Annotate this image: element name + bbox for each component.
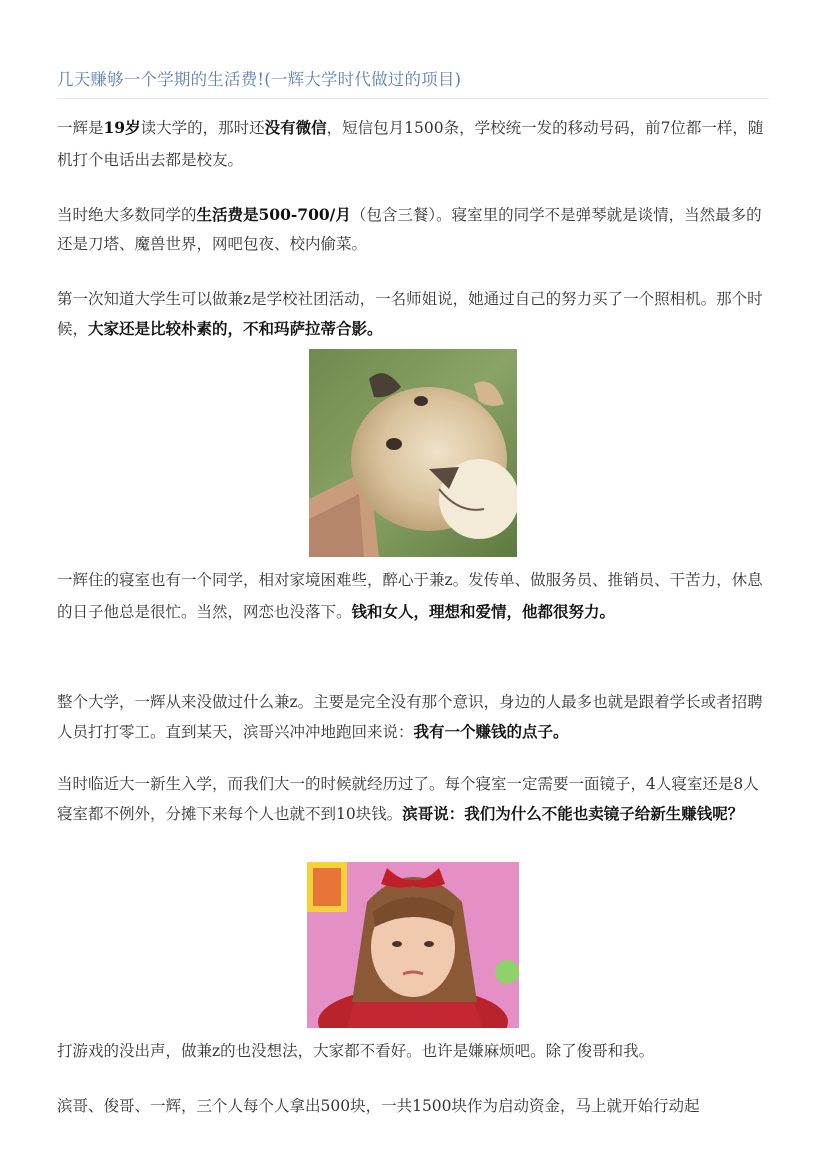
- bold-text: 生活费是500-700/月: [196, 205, 351, 224]
- paragraph-6: [57, 770, 769, 829]
- paragraph-5: [57, 688, 769, 747]
- text: 整个大学，一辉从来没做过什么兼z。主要是完全没有那个意识，身边的人最多也就是跟着学长或者招聘人员打打零工。直到某天，滨哥兴冲冲地跑回来说：: [57, 693, 763, 741]
- text: 一辉住的寝室也有一个同学，相对家境困难些，醉心于兼z。发传单、做服务员、推销员、干苦力，休息的日子他总是很忙。当然，网恋也没落下。: [57, 571, 763, 621]
- text: 读大学的，那时还: [140, 119, 265, 137]
- bold-text: 钱和女人，理想和爱情，他都很努力。: [351, 602, 616, 621]
- girl-reaction-photo: [307, 862, 519, 1028]
- text: ，短信包月1500条，学校统一发的移动号码，前7位都一样，随机打个电话出去都是校友。: [57, 119, 764, 169]
- text: 一辉是: [57, 119, 104, 137]
- paragraph-7: 打游戏的没出声，做兼z的也没想法，大家都不看好。也许是嫌麻烦吧。除了俊哥和我。: [57, 1042, 655, 1060]
- paragraph-2: [57, 200, 769, 259]
- text: 当时临近大一新生入学，而我们大一的时候就经历过了。每个寝室一定需要一面镜子，4人寝室还是8人寝室都不例外，分摊下来每个人也就不到10块钱。: [57, 775, 759, 823]
- title-divider: [57, 98, 769, 99]
- lion-cub-photo: [309, 349, 517, 557]
- bold-text: 我有一个赚钱的点子。: [413, 722, 569, 741]
- paragraph-3: [57, 285, 769, 344]
- text: （包含三餐）。寝室里的同学不是弹琴就是谈情，当然最多的还是刀塔、魔兽世界，网吧包夜、校内偷菜。: [57, 206, 762, 253]
- paragraph-1: [57, 112, 769, 176]
- bold-text: 滨哥说：我们为什么不能也卖镜子给新生赚钱呢？: [402, 804, 744, 823]
- bold-text: 没有微信: [264, 118, 327, 137]
- bold-text: 19岁: [103, 118, 141, 137]
- article-title[interactable]: 几天赚够一个学期的生活费!(一辉大学时代做过的项目): [57, 70, 462, 89]
- bold-text: 大家还是比较朴素的，不和玛萨拉蒂合影。: [88, 319, 383, 338]
- text: 第一次知道大学生可以做兼z是学校社团活动，一名师姐说，她通过自己的努力买了一个照相机。那个时候，: [57, 290, 763, 338]
- paragraph-4: [57, 564, 769, 628]
- paragraph-8: 滨哥、俊哥、一辉，三个人每个人拿出500块，一共1500块作为启动资金，马上就开始行动起: [57, 1097, 700, 1115]
- text: 当时绝大多数同学的: [57, 206, 197, 224]
